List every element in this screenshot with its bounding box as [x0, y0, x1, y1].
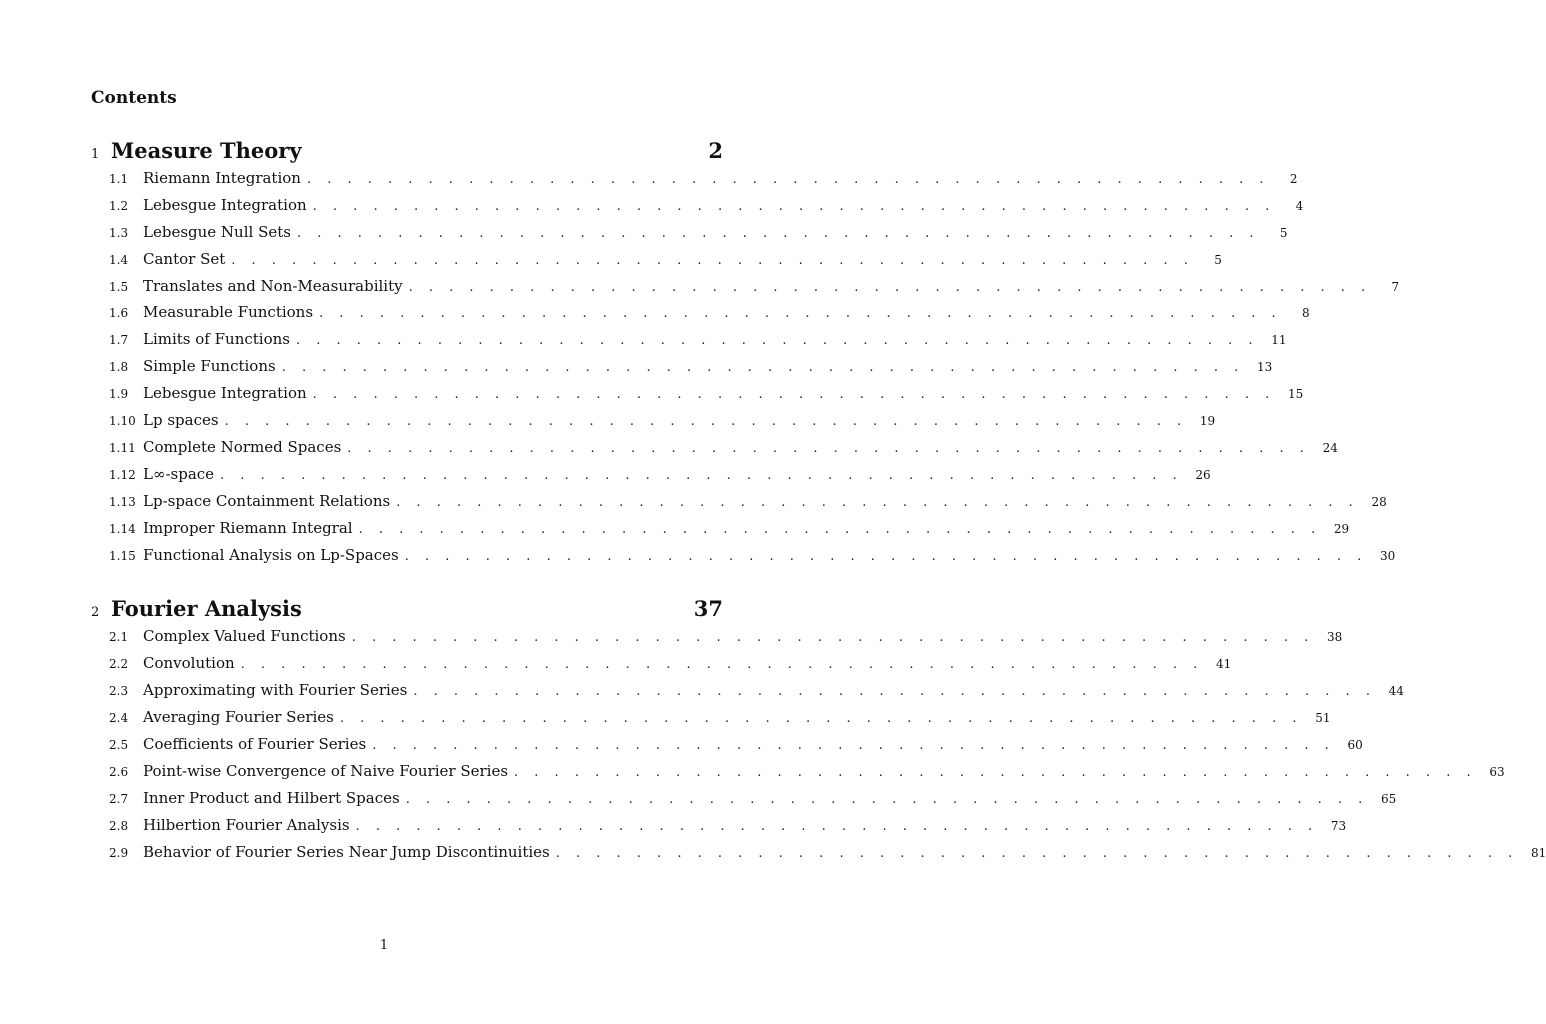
- section-title: Convolution: [143, 654, 235, 672]
- chapter-title: Measure Theory: [111, 138, 302, 163]
- section-number: 2.8: [109, 819, 129, 833]
- section-title: Improper Riemann Integral: [143, 519, 353, 537]
- section-number: 1.5: [109, 280, 129, 294]
- section-page: 24: [1322, 441, 1338, 455]
- section-page: 15: [1287, 387, 1304, 401]
- section-page: 29: [1333, 522, 1350, 536]
- section-page: 11: [1271, 333, 1287, 347]
- toc-section-entry[interactable]: [109, 250, 1222, 272]
- section-number: 1.12: [109, 468, 136, 482]
- chapter-number: 2: [91, 605, 100, 620]
- dot-leader: . . . . . . . . . . . . . . . . . . . . . . . . . . . . . . . . . . . . . . . . . . . . . . . .: [312, 387, 1276, 402]
- section-number: 1.9: [109, 387, 129, 401]
- chapter-entry[interactable]: [91, 596, 723, 626]
- section-number: 1.3: [109, 226, 129, 240]
- dot-leader: . . . . . . . . . . . . . . . . . . . . . . . . . . . . . . . . . . . . . . . . . . . . . . . .: [372, 738, 1335, 753]
- dot-leader: . . . . . . . . . . . . . . . . . . . . . . . . . . . . . . . . . . . . . . . . . . . . . . . .: [413, 684, 1376, 699]
- chapter-title: Fourier Analysis: [111, 596, 302, 621]
- dot-leader: . . . . . . . . . . . . . . . . . . . . . . . . . . . . . . . . . . . . . . . . . . . . . . . .: [220, 468, 1183, 483]
- section-page: 63: [1489, 765, 1505, 779]
- chapter-page: 2: [708, 138, 723, 163]
- section-title: Approximating with Fourier Series: [143, 681, 408, 699]
- section-page: 60: [1347, 738, 1363, 752]
- toc-section-entry[interactable]: [109, 438, 1338, 460]
- section-title: Inner Product and Hilbert Spaces: [143, 789, 400, 807]
- dot-leader: . . . . . . . . . . . . . . . . . . . . . . . . . . . . . . . . . . . . . . . . . . . . . . . .: [231, 253, 1194, 268]
- section-title: Translates and Non-Measurability: [143, 277, 403, 295]
- toc-section-entry[interactable]: [109, 519, 1350, 541]
- section-title: Complete Normed Spaces: [143, 438, 342, 456]
- section-title: Lebesgue Integration: [143, 196, 307, 214]
- toc-section-entry[interactable]: [109, 843, 1546, 865]
- section-title: Coefficients of Fourier Series: [143, 735, 367, 753]
- toc-section-entry[interactable]: [109, 465, 1211, 487]
- section-title: Point-wise Convergence of Naive Fourier Series: [143, 762, 509, 780]
- section-number: 2.6: [109, 765, 129, 779]
- dot-leader: . . . . . . . . . . . . . . . . . . . . . . . . . . . . . . . . . . . . . . . . . . . . . . . .: [319, 306, 1282, 321]
- toc-section-entry[interactable]: [109, 303, 1310, 325]
- section-title: Measurable Functions: [143, 303, 314, 321]
- section-number: 2.1: [109, 630, 129, 644]
- toc-section-entry[interactable]: [109, 277, 1400, 299]
- dot-leader: . . . . . . . . . . . . . . . . . . . . . . . . . . . . . . . . . . . . . . . . . . . . . . . .: [312, 199, 1276, 214]
- section-page: 4: [1295, 199, 1304, 213]
- toc-section-entry[interactable]: [109, 492, 1387, 514]
- section-title: Averaging Fourier Series: [143, 708, 334, 726]
- toc-section-entry[interactable]: [109, 708, 1331, 730]
- toc-section-entry[interactable]: [109, 223, 1288, 245]
- section-title: Complex Valued Functions: [143, 627, 346, 645]
- toc-section-entry[interactable]: [109, 169, 1298, 191]
- dot-leader: . . . . . . . . . . . . . . . . . . . . . . . . . . . . . . . . . . . . . . . . . . . . . . . .: [404, 549, 1368, 564]
- toc-section-entry[interactable]: [109, 357, 1273, 379]
- dot-leader: . . . . . . . . . . . . . . . . . . . . . . . . . . . . . . . . . . . . . . . . . . . . . . . .: [306, 172, 1270, 187]
- toc-section-entry[interactable]: [109, 816, 1347, 838]
- section-number: 1.7: [109, 333, 129, 347]
- dot-leader: . . . . . . . . . . . . . . . . . . . . . . . . . . . . . . . . . . . . . . . . . . . . . . . .: [408, 280, 1372, 295]
- section-page: 41: [1215, 657, 1232, 671]
- section-number: 1.1: [109, 172, 129, 186]
- section-title: Lp-space Containment Relations: [143, 492, 391, 510]
- section-page: 19: [1199, 414, 1216, 428]
- dot-leader: . . . . . . . . . . . . . . . . . . . . . . . . . . . . . . . . . . . . . . . . . . . . . . . .: [224, 414, 1188, 429]
- toc-section-entry[interactable]: [109, 196, 1304, 218]
- section-number: 1.14: [109, 522, 136, 536]
- dot-leader: . . . . . . . . . . . . . . . . . . . . . . . . . . . . . . . . . . . . . . . . . . . . . . . .: [355, 819, 1319, 834]
- toc-section-entry[interactable]: [109, 654, 1232, 676]
- section-title: L∞-space: [143, 465, 215, 483]
- section-page: 26: [1195, 468, 1211, 482]
- dot-leader: . . . . . . . . . . . . . . . . . . . . . . . . . . . . . . . . . . . . . . . . . . . . . . . .: [281, 360, 1245, 375]
- section-title: Hilbertion Fourier Analysis: [143, 816, 350, 834]
- section-number: 2.3: [109, 684, 129, 698]
- section-number: 1.15: [109, 549, 136, 563]
- section-title: Lebesgue Integration: [143, 384, 307, 402]
- section-number: 2.7: [109, 792, 129, 806]
- section-number: 1.8: [109, 360, 129, 374]
- section-page: 81: [1531, 846, 1546, 860]
- section-number: 2.5: [109, 738, 129, 752]
- section-title: Cantor Set: [143, 250, 226, 268]
- toc-section-entry[interactable]: [109, 627, 1343, 649]
- section-number: 1.2: [109, 199, 129, 213]
- section-page: 44: [1388, 684, 1404, 698]
- section-number: 1.11: [109, 441, 136, 455]
- toc-section-entry[interactable]: [109, 546, 1396, 568]
- section-title: Simple Functions: [143, 357, 276, 375]
- dot-leader: . . . . . . . . . . . . . . . . . . . . . . . . . . . . . . . . . . . . . . . . . . . . . . . .: [339, 711, 1303, 726]
- toc-section-entry[interactable]: [109, 411, 1216, 433]
- chapter-entry[interactable]: [91, 138, 723, 168]
- section-number: 2.2: [109, 657, 129, 671]
- section-number: 2.4: [109, 711, 129, 725]
- toc-section-entry[interactable]: [109, 384, 1304, 406]
- section-number: 1.10: [109, 414, 136, 428]
- section-page: 5: [1279, 226, 1288, 240]
- section-page: 51: [1315, 711, 1331, 725]
- section-page: 30: [1380, 549, 1396, 563]
- dot-leader: . . . . . . . . . . . . . . . . . . . . . . . . . . . . . . . . . . . . . . . . . . . . . . . .: [351, 630, 1315, 645]
- section-page: 13: [1256, 360, 1273, 374]
- section-page: 28: [1371, 495, 1387, 509]
- page-number: 1: [379, 938, 389, 953]
- section-title: Lebesgue Null Sets: [143, 223, 291, 241]
- contents-heading: Contents: [91, 88, 177, 108]
- section-number: 2.9: [109, 846, 129, 860]
- section-page: 73: [1330, 819, 1347, 833]
- section-number: 1.6: [109, 306, 129, 320]
- dot-leader: . . . . . . . . . . . . . . . . . . . . . . . . . . . . . . . . . . . . . . . . . . . . . . . .: [555, 846, 1519, 861]
- toc-section-entry[interactable]: [109, 330, 1287, 352]
- section-page: 5: [1214, 253, 1222, 267]
- chapter-page: 37: [693, 596, 723, 621]
- toc-section-entry[interactable]: [109, 762, 1505, 784]
- section-page: 65: [1381, 792, 1397, 806]
- toc-section-entry[interactable]: [109, 735, 1363, 757]
- section-title: Limits of Functions: [143, 330, 290, 348]
- section-page: 8: [1301, 306, 1310, 320]
- toc-section-entry[interactable]: [109, 681, 1404, 703]
- dot-leader: . . . . . . . . . . . . . . . . . . . . . . . . . . . . . . . . . . . . . . . . . . . . . . . .: [295, 333, 1259, 348]
- section-number: 1.4: [109, 253, 129, 267]
- dot-leader: . . . . . . . . . . . . . . . . . . . . . . . . . . . . . . . . . . . . . . . . . . . . . . . .: [396, 495, 1359, 510]
- dot-leader: . . . . . . . . . . . . . . . . . . . . . . . . . . . . . . . . . . . . . . . . . . . . . . . .: [358, 522, 1322, 537]
- section-page: 7: [1391, 280, 1400, 294]
- dot-leader: . . . . . . . . . . . . . . . . . . . . . . . . . . . . . . . . . . . . . . . . . . . . . . . .: [296, 226, 1260, 241]
- dot-leader: . . . . . . . . . . . . . . . . . . . . . . . . . . . . . . . . . . . . . . . . . . . . . . . .: [347, 441, 1310, 456]
- section-number: 1.13: [109, 495, 136, 509]
- dot-leader: . . . . . . . . . . . . . . . . . . . . . . . . . . . . . . . . . . . . . . . . . . . . . . . .: [514, 765, 1477, 780]
- chapter-number: 1: [91, 147, 100, 162]
- section-title: Riemann Integration: [143, 169, 301, 187]
- dot-leader: . . . . . . . . . . . . . . . . . . . . . . . . . . . . . . . . . . . . . . . . . . . . . . . .: [240, 657, 1204, 672]
- section-page: 2: [1289, 172, 1298, 186]
- section-title: Lp spaces: [143, 411, 219, 429]
- dot-leader: . . . . . . . . . . . . . . . . . . . . . . . . . . . . . . . . . . . . . . . . . . . . . . . .: [405, 792, 1369, 807]
- section-page: 38: [1326, 630, 1343, 644]
- section-title: Behavior of Fourier Series Near Jump Discontinuities: [143, 843, 550, 861]
- toc-section-entry[interactable]: [109, 789, 1397, 811]
- section-title: Functional Analysis on Lp-Spaces: [143, 546, 399, 564]
